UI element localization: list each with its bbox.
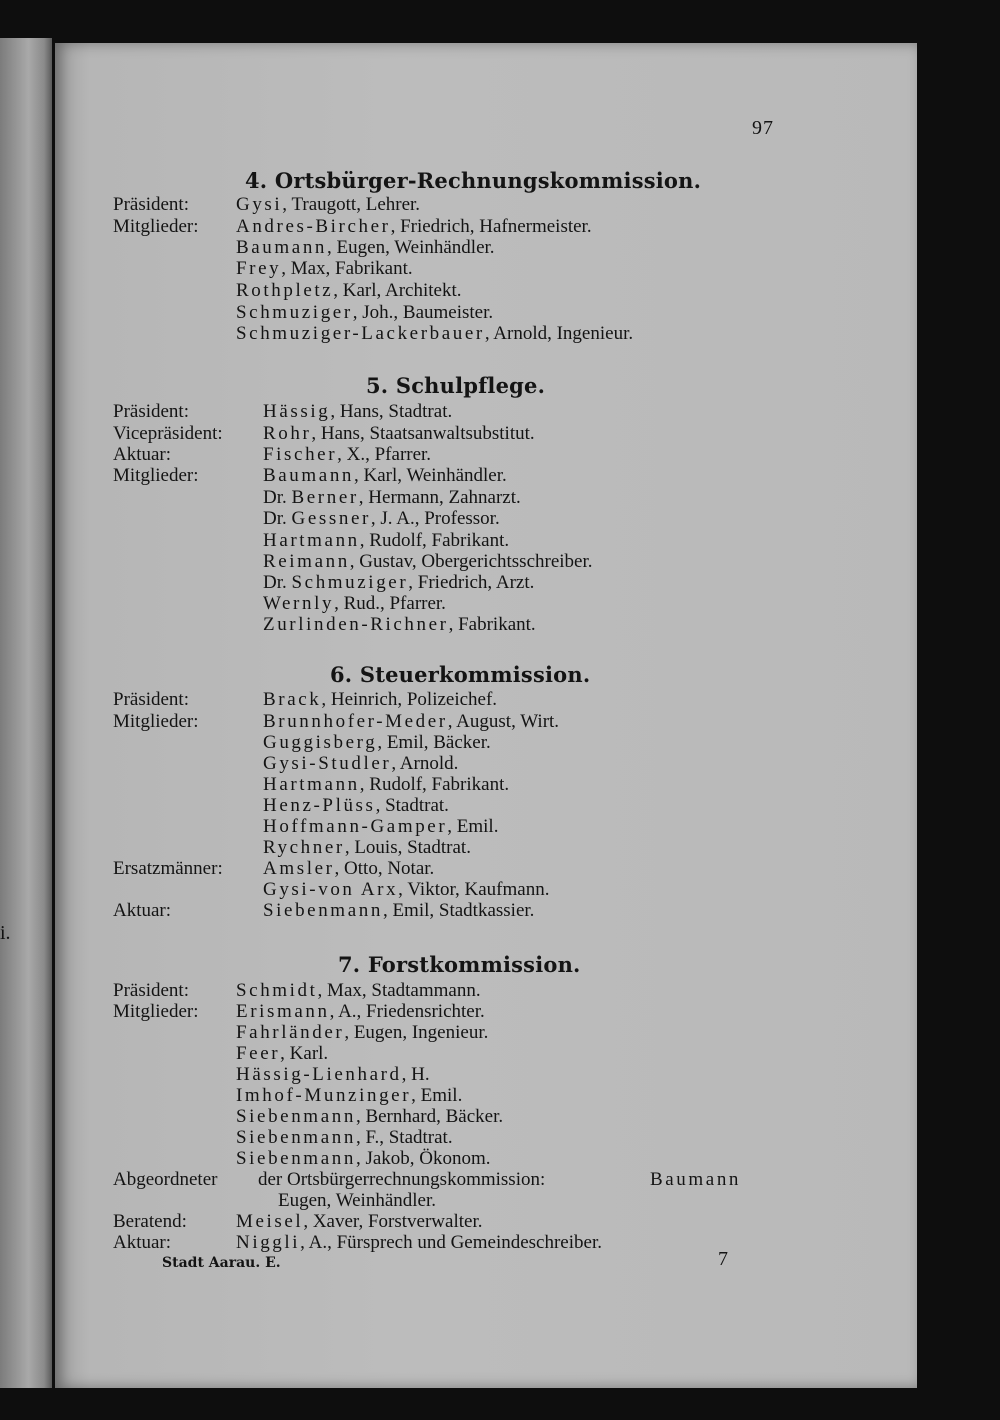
person-name: Feer [236, 1043, 281, 1064]
section-5-aktuar [263, 444, 431, 465]
section-7-abgeordneter-name: Baumann [650, 1169, 742, 1190]
person-name: Gysi-Studler [263, 753, 392, 774]
section-4-member [236, 258, 413, 279]
person-name: Reimann [263, 551, 350, 572]
person-details: , Xaver, Forstverwalter. [303, 1211, 483, 1232]
person-details: , Friedrich, Hafnermeister. [390, 216, 592, 237]
person-name: Baumann [236, 237, 328, 258]
person-details: , Weinhändler. [326, 1190, 437, 1211]
role-label-praesident: Präsident: [113, 194, 189, 215]
section-4-title: 4. Ortsbürger-Rechnungskommission. [245, 168, 702, 193]
section-7-member [236, 1106, 503, 1127]
section-5-member [263, 572, 534, 593]
person-name: Fischer [263, 444, 338, 465]
section-6-president [263, 689, 497, 710]
person-details: , Friedrich, Arzt. [408, 572, 535, 593]
person-details: , Rud., Pfarrer. [334, 593, 446, 614]
role-label-abgeordneter: Abgeordneter [113, 1169, 218, 1190]
person-details: , Emil, Bäcker. [377, 732, 491, 753]
section-5-vicepresident [263, 423, 535, 444]
section-5-member [263, 530, 509, 551]
person-name: Hartmann [263, 530, 360, 551]
person-name: Niggli [236, 1232, 301, 1253]
person-name: Wernly [263, 593, 335, 614]
person-details: , Karl, Weinhändler. [354, 465, 507, 486]
person-details: , Arnold, Ingenieur. [484, 323, 634, 344]
section-5-member [263, 614, 536, 635]
person-name: Rychner [263, 837, 345, 858]
person-firstname: Eugen [278, 1190, 327, 1211]
person-name: Siebenmann [236, 1127, 356, 1148]
person-name: Erismann [236, 1001, 330, 1022]
person-details: , Viktor, Kaufmann. [398, 879, 550, 900]
title-prefix: Dr. [263, 487, 292, 508]
section-6-member [263, 711, 559, 732]
person-details: , Gustav, Obergerichtsschreiber. [349, 551, 593, 572]
person-name: Guggisberg [263, 732, 378, 753]
section-7-member [236, 1064, 430, 1085]
person-name: Baumann [263, 465, 355, 486]
section-5-member [263, 487, 521, 508]
section-5-member [263, 551, 593, 572]
section-7-member [236, 1001, 485, 1022]
person-name: Gessner [291, 508, 371, 529]
role-label-beratend: Beratend: [113, 1211, 187, 1232]
person-name: Rothpletz [236, 280, 334, 301]
footer-signature: Stadt Aarau. E. [162, 1255, 281, 1271]
person-name: Schmuziger [236, 302, 353, 323]
person-details: , Louis, Stadtrat. [344, 837, 471, 858]
section-6-title: 6. Steuerkommission. [330, 662, 591, 687]
section-5-title: 5. Schulpflege. [366, 373, 546, 398]
section-4-president [236, 194, 420, 215]
person-details: , Emil, Stadtkassier. [382, 900, 535, 921]
person-name: Siebenmann [236, 1148, 356, 1169]
person-details: , F., Stadtrat. [355, 1127, 453, 1148]
role-label-aktuar: Aktuar: [113, 900, 172, 921]
section-4-member [236, 216, 592, 237]
person-name: Imhof-Munzinger [236, 1085, 412, 1106]
section-6-ersatz [263, 858, 434, 879]
person-details: , Rudolf, Fabrikant. [359, 774, 510, 795]
person-details: , Hermann, Zahnarzt. [358, 487, 521, 508]
person-details: , Emil. [411, 1085, 463, 1106]
role-label-aktuar: Aktuar: [113, 444, 172, 465]
role-label-praesident: Präsident: [113, 980, 189, 1001]
person-details: , Fabrikant. [448, 614, 536, 635]
section-7-member [236, 1127, 453, 1148]
person-name: Berner [291, 487, 359, 508]
footer-sheet-number: 7 [718, 1248, 728, 1270]
person-details: , Stadtrat. [375, 795, 449, 816]
role-label-praesident: Präsident: [113, 689, 189, 710]
person-name: Siebenmann [263, 900, 383, 921]
person-name: Gysi-von Arx [263, 879, 399, 900]
person-details: , J. A., Professor. [370, 508, 500, 529]
person-name: Hartmann [263, 774, 360, 795]
person-name: Zurlinden-Richner [263, 614, 449, 635]
section-4-member [236, 237, 495, 258]
person-details: , H. [401, 1064, 430, 1085]
section-5-member [263, 465, 507, 486]
person-name: Andres-Bircher [236, 216, 391, 237]
role-label-vicepraesident: Vicepräsident: [113, 423, 223, 444]
person-details: , A., Friedensrichter. [329, 1001, 485, 1022]
role-label-mitglieder: Mitglieder: [113, 216, 199, 237]
section-7-beratend [236, 1211, 482, 1232]
role-label-mitglieder: Mitglieder: [113, 465, 199, 486]
person-details: , Emil. [447, 816, 499, 837]
role-label-ersatzmaenner: Ersatzmänner: [113, 858, 223, 879]
person-details: , Jakob, Ökonom. [355, 1148, 491, 1169]
section-5-member [263, 593, 446, 614]
section-6-member [263, 837, 471, 858]
role-label-aktuar: Aktuar: [113, 1232, 172, 1253]
role-label-praesident: Präsident: [113, 401, 189, 422]
person-name: Brunnhofer-Meder [263, 711, 448, 732]
previous-page-text-fragment: i. [0, 922, 11, 944]
section-5-member [263, 508, 500, 529]
section-7-member [236, 1022, 488, 1043]
section-6-aktuar [263, 900, 534, 921]
person-name: Rohr [263, 423, 312, 444]
person-details: , August, Wirt. [447, 711, 560, 732]
person-details: , Karl. [280, 1043, 329, 1064]
person-details: , Hans, Staatsanwaltsubstitut. [311, 423, 535, 444]
person-details: , Bernhard, Bäcker. [355, 1106, 504, 1127]
previous-page-edge [0, 38, 52, 1388]
person-details: , Arnold. [391, 753, 459, 774]
person-name: Siebenmann [236, 1106, 356, 1127]
section-4-member [236, 280, 462, 301]
section-4-member [236, 302, 493, 323]
section-7-abgeordneter-text: der Ortsbürgerrechnungskommission: [258, 1169, 546, 1190]
section-7-aktuar [236, 1232, 602, 1253]
section-6-member [263, 816, 498, 837]
role-label-mitglieder: Mitglieder: [113, 1001, 199, 1022]
section-7-abgeordneter-continuation [278, 1190, 436, 1211]
title-prefix: Dr. [263, 508, 292, 529]
person-details: , Rudolf, Fabrikant. [359, 530, 510, 551]
person-details: , Heinrich, Polizeichef. [321, 689, 498, 710]
person-details: , X., Pfarrer. [337, 444, 432, 465]
person-details: , Joh., Baumeister. [352, 302, 494, 323]
section-7-member [236, 1043, 328, 1064]
section-6-member [263, 732, 491, 753]
person-name: Frey [236, 258, 282, 279]
person-details: , Max, Fabrikant. [281, 258, 413, 279]
section-6-member [263, 774, 509, 795]
person-name: Hässig [263, 401, 331, 422]
section-7-president [236, 980, 481, 1001]
person-details: , A., Fürsprech und Gemeindeschreiber. [300, 1232, 602, 1253]
person-details: , Traugott, Lehrer. [282, 194, 421, 215]
person-name: Fahrländer [236, 1022, 345, 1043]
person-details: , Karl, Architekt. [333, 280, 462, 301]
person-name: Hässig-Lienhard [236, 1064, 402, 1085]
person-name: Henz-Plüss [263, 795, 376, 816]
person-details: , Eugen, Weinhändler. [327, 237, 495, 258]
section-7-member [236, 1148, 491, 1169]
person-name: Schmuziger-Lackerbauer [236, 323, 485, 344]
person-name: Schmuziger [291, 572, 409, 593]
section-6-member [263, 795, 449, 816]
section-5-president [263, 401, 452, 422]
person-name: Brack [263, 689, 322, 710]
section-7-title: 7. Forstkommission. [338, 952, 581, 977]
section-6-ersatz [263, 879, 549, 900]
title-prefix: Dr. [263, 572, 292, 593]
section-7-member [236, 1085, 462, 1106]
page-number: 97 [752, 117, 774, 139]
section-4-member [236, 323, 633, 344]
person-details: , Eugen, Ingenieur. [344, 1022, 489, 1043]
person-details: , Hans, Stadtrat. [330, 401, 453, 422]
person-name: Gysi [236, 194, 283, 215]
person-details: , Max, Stadtammann. [317, 980, 481, 1001]
person-name: Meisel [236, 1211, 304, 1232]
role-label-mitglieder: Mitglieder: [113, 711, 199, 732]
person-details: , Otto, Notar. [334, 858, 435, 879]
person-name: Amsler [263, 858, 335, 879]
person-name: Hoffmann-Gamper [263, 816, 448, 837]
person-name: Schmidt [236, 980, 318, 1001]
section-6-member [263, 753, 458, 774]
